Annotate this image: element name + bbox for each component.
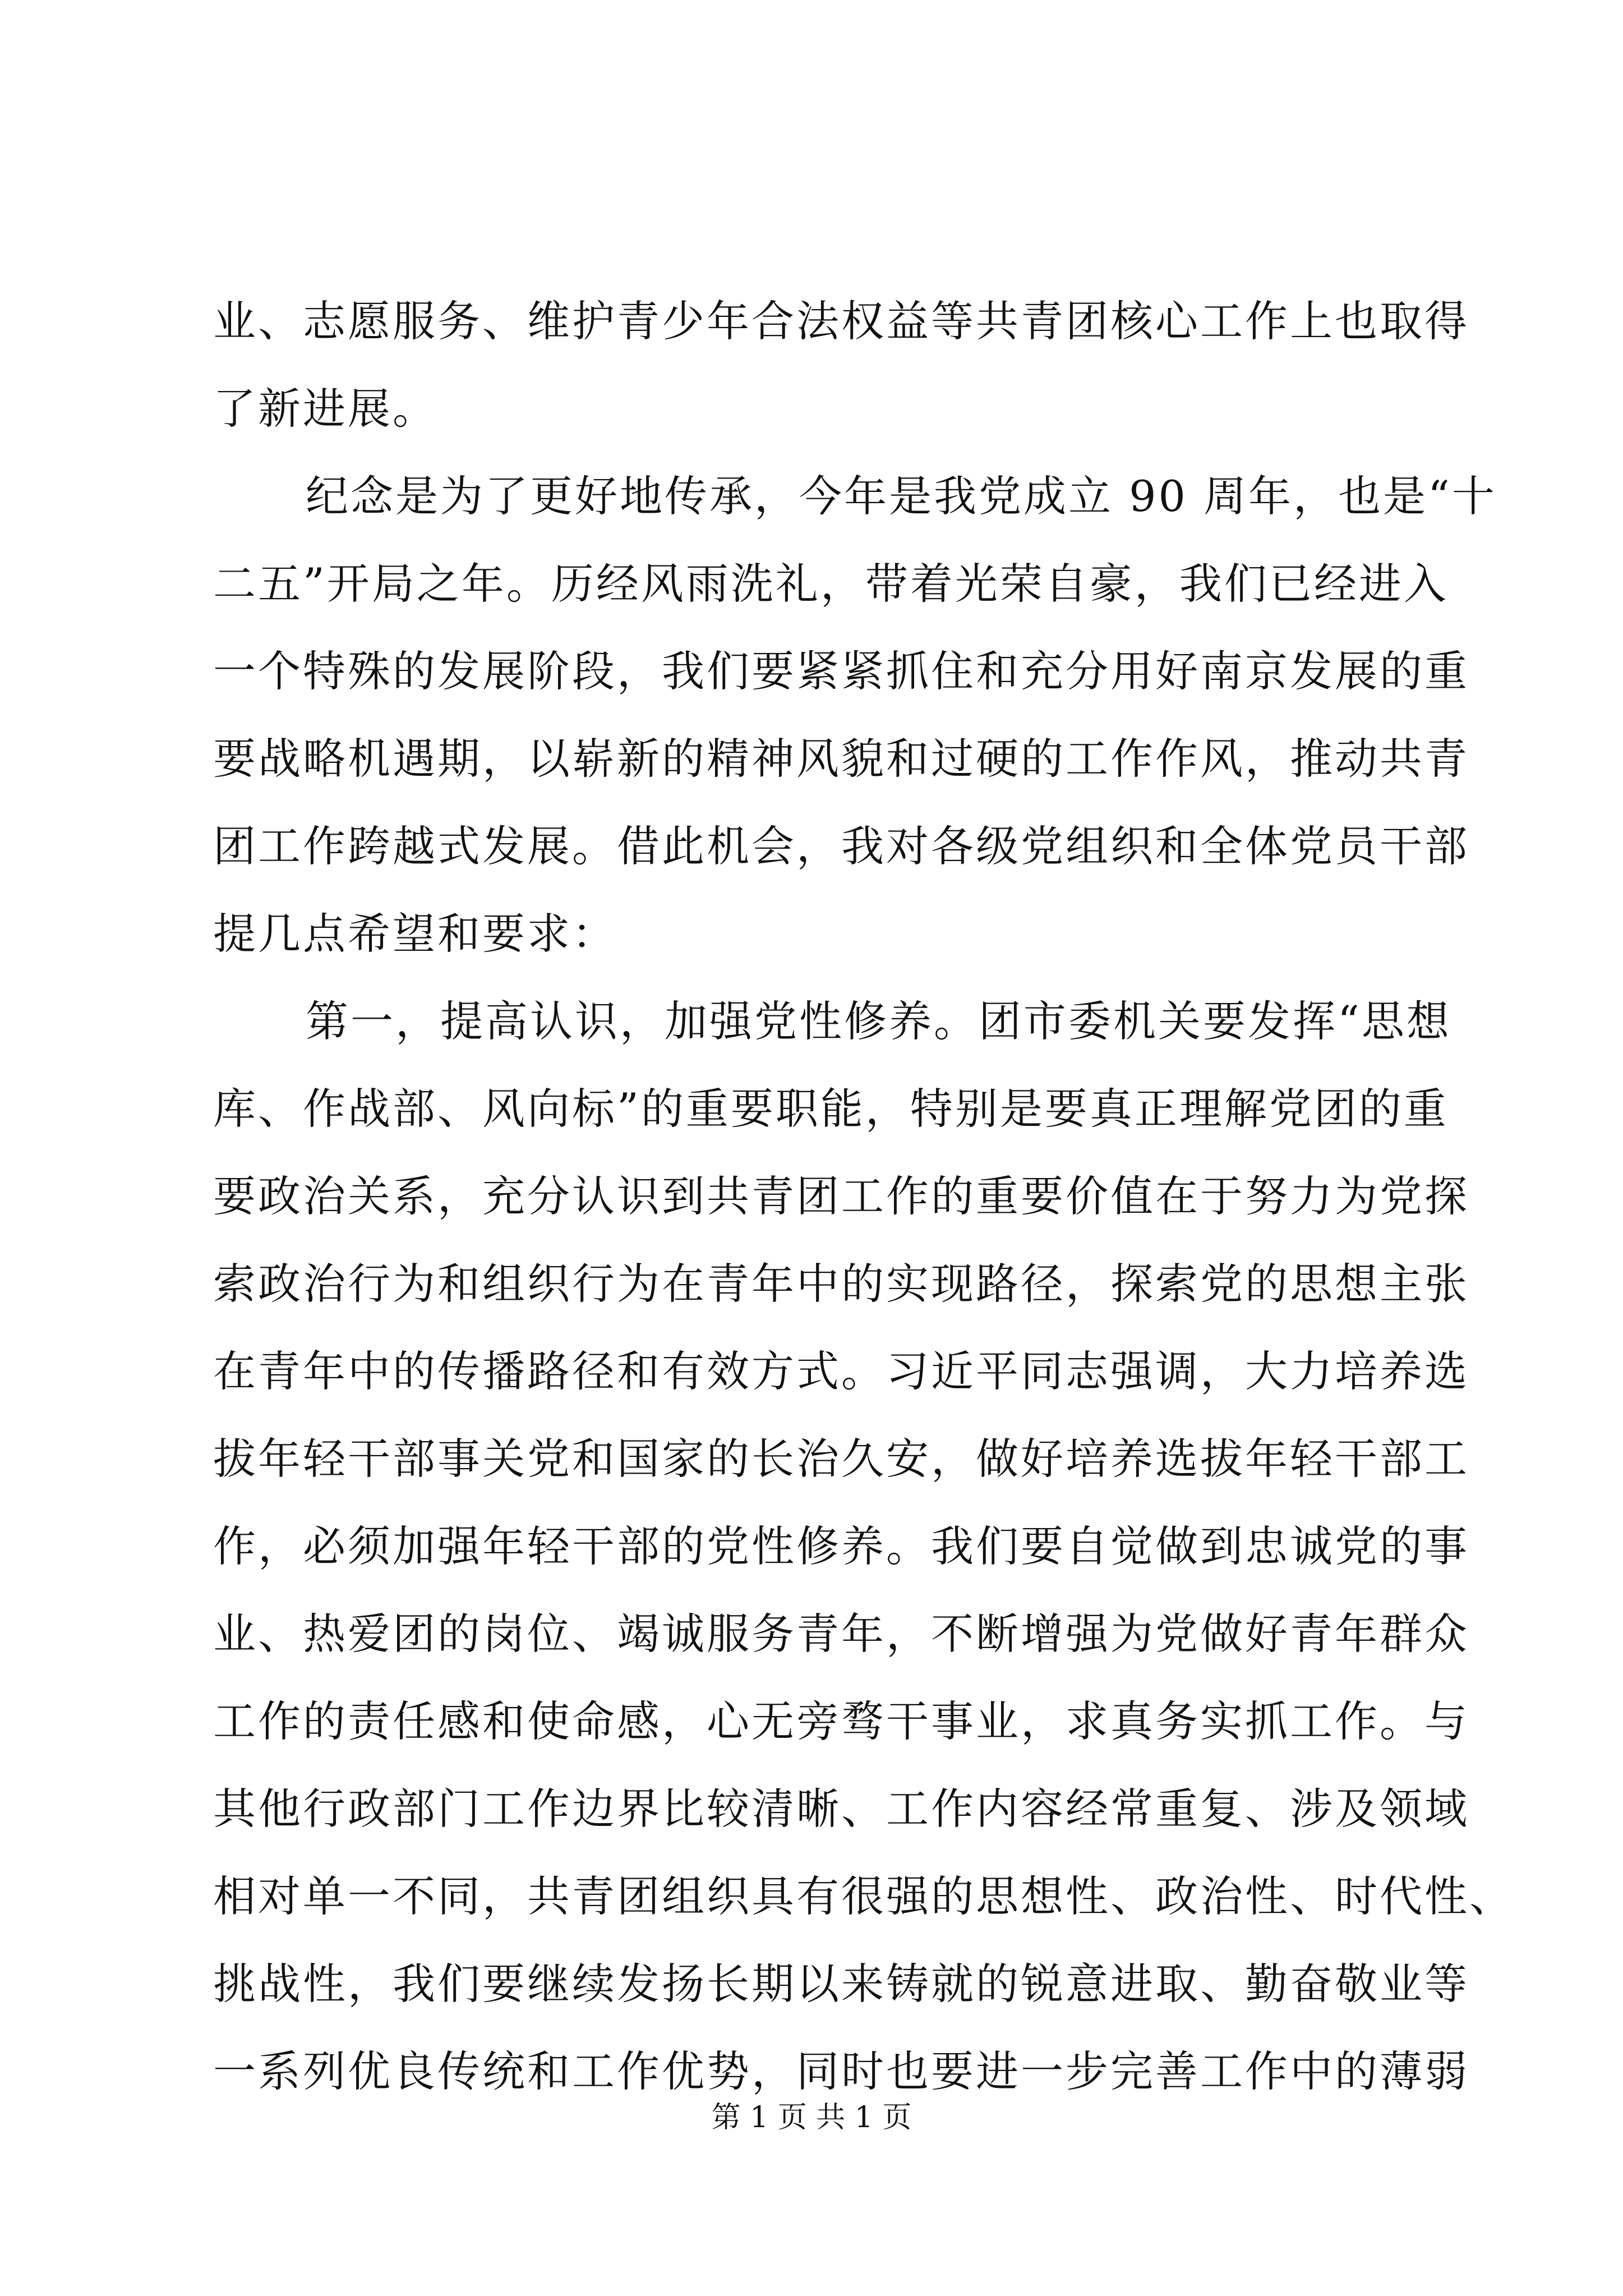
text-line: 要战略机遇期，以崭新的精神风貌和过硬的工作作风，推动共青 xyxy=(213,734,1469,784)
page-number-footer: 第 1 页 共 1 页 xyxy=(711,2101,912,2134)
text-line: 挑战性，我们要继续发扬长期以来铸就的锐意进取、勤奋敬业等 xyxy=(213,1959,1469,2009)
text-line: 相对单一不同，共青团组织具有很强的思想性、政治性、时代性、 xyxy=(213,1871,1514,1921)
text-line: 业、热爱团的岗位、竭诚服务青年，不断增强为党做好青年群众 xyxy=(213,1609,1469,1659)
text-line: 工作的责任感和使命感，心无旁骛干事业，求真务实抓工作。与 xyxy=(213,1696,1469,1746)
document-body xyxy=(213,278,1514,2115)
text-line: 了新进展。 xyxy=(213,384,437,434)
paragraph-first-line: 第一，提高认识，加强党性修养。团市委机关要发挥“思想 xyxy=(306,996,1451,1046)
text-line: 作，必须加强年轻干部的党性修养。我们要自觉做到忠诚党的事 xyxy=(213,1521,1469,1571)
text-line: 一系列优良传统和工作优势，同时也要进一步完善工作中的薄弱 xyxy=(213,2046,1469,2096)
text-line: 库、作战部、风向标”的重要职能，特别是要真正理解党团的重 xyxy=(213,1084,1449,1134)
text-line: 拔年轻干部事关党和国家的长治久安，做好培养选拔年轻干部工 xyxy=(213,1434,1469,1484)
text-line: 业、志愿服务、维护青少年合法权益等共青团核心工作上也取得 xyxy=(213,296,1469,346)
text-line: 提几点希望和要求： xyxy=(213,909,617,959)
text-line: 在青年中的传播路径和有效方式。习近平同志强调，大力培养选 xyxy=(213,1346,1469,1396)
text-line: 其他行政部门工作边界比较清晰、工作内容经常重复、涉及领域 xyxy=(213,1784,1469,1834)
text-line: 要政治关系，充分认识到共青团工作的重要价值在于努力为党探 xyxy=(213,1171,1469,1221)
text-line: 二五”开局之年。历经风雨洗礼，带着光荣自豪，我们已经进入 xyxy=(213,559,1449,609)
text-line: 索政治行为和组织行为在青年中的实现路径，探索党的思想主张 xyxy=(213,1259,1469,1309)
text-line: 团工作跨越式发展。借此机会，我对各级党组织和全体党员干部 xyxy=(213,821,1469,871)
text-line: 一个特殊的发展阶段，我们要紧紧抓住和充分用好南京发展的重 xyxy=(213,646,1469,696)
paragraph-first-line: 纪念是为了更好地传承，今年是我党成立 90 周年，也是“十 xyxy=(306,471,1497,521)
